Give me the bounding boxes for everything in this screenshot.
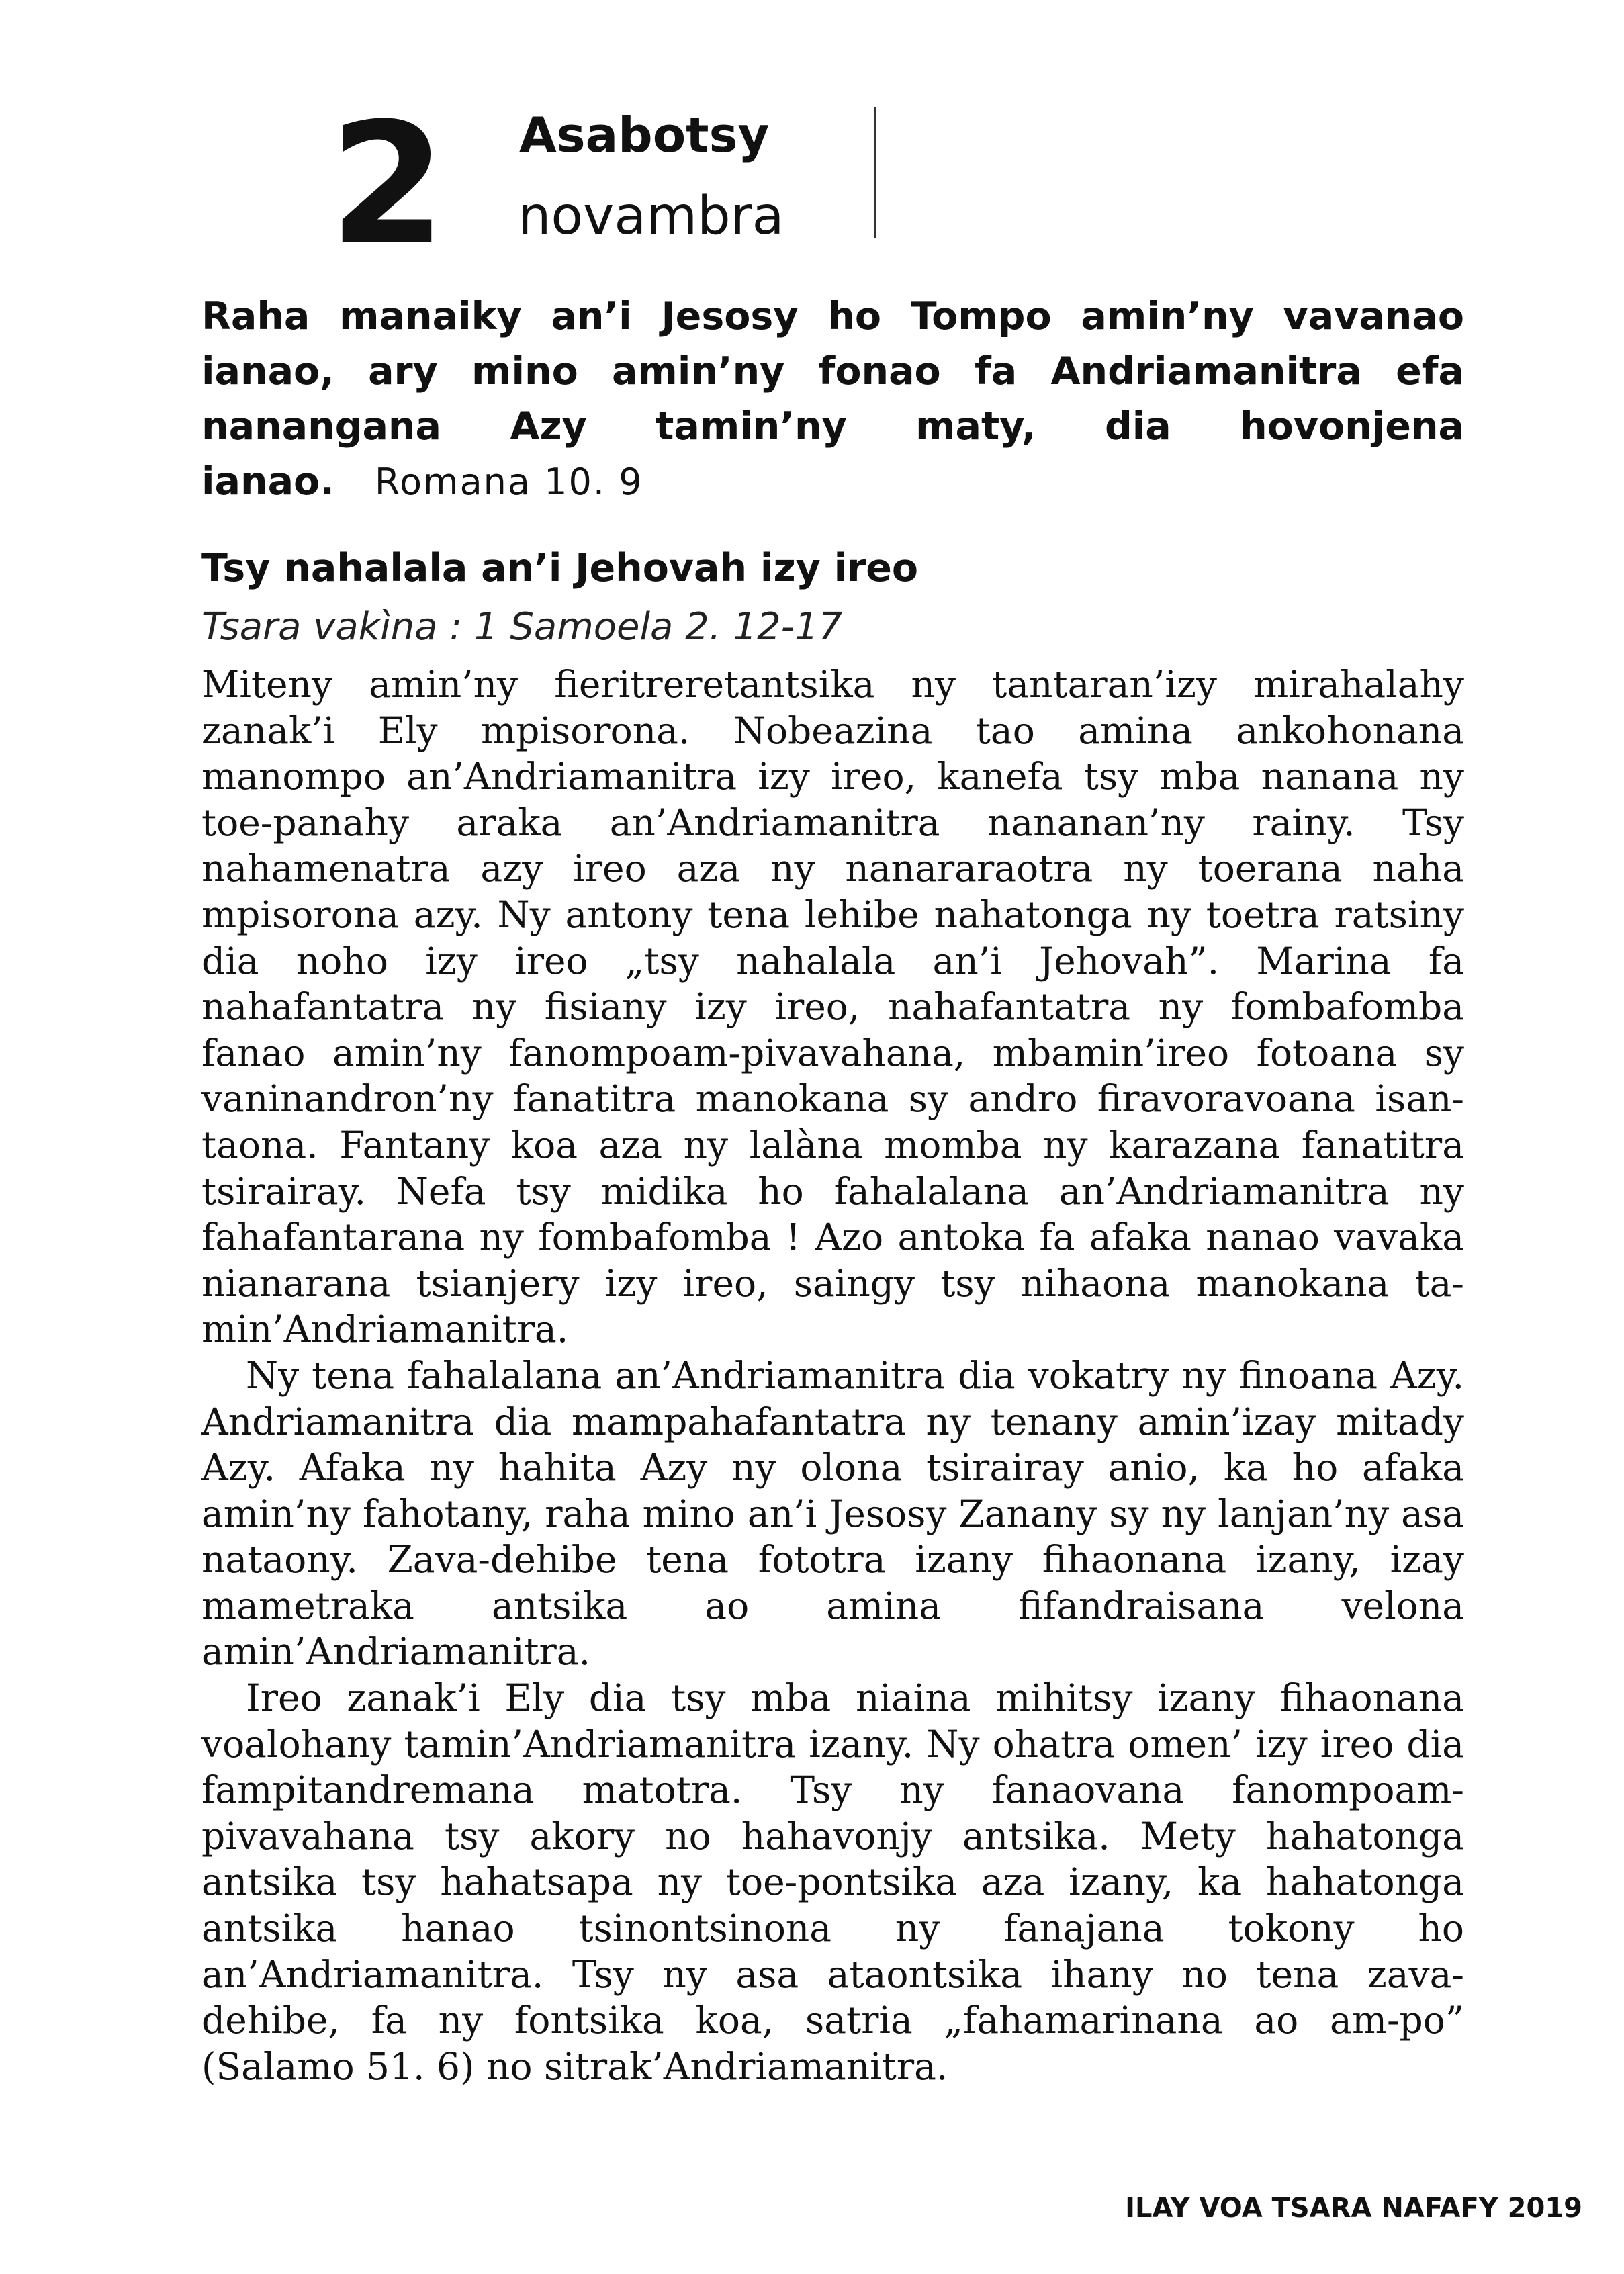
devotion-title: Tsy nahalala an’i Jehovah izy ireo bbox=[201, 546, 919, 590]
body-paragraph: Ny tena fahalalana an’Andriamanitra dia vokatry ny finoana Azy. Andriamanitra dia mampahafantatra ny tenany amin’izay mitady Azy. Afaka ny hahita Azy ny olona tsirairay anio, ka ho afaka amin’ny fahotany, raha mino an’i Jesosy Zanany sy ny lanjan’ny asa nataony. Zava-dehibe tena fototra izany fihaonana izany, izay mametraka antsika ao amina fifandraisana velona amin’Andriamanitra. bbox=[201, 1353, 1464, 1674]
devotion-body bbox=[201, 662, 1464, 2089]
month-label: novambra bbox=[518, 186, 784, 246]
key-verse-reference: Romana 10. 9 bbox=[374, 461, 643, 503]
vertical-divider bbox=[874, 107, 876, 238]
key-verse bbox=[201, 289, 1464, 510]
publication-footer: ILAY VOA TSARA NAFAFY 2019 bbox=[1125, 2193, 1582, 2224]
date-header bbox=[0, 0, 1624, 282]
key-verse-text: Raha manaiky an’i Jesosy ho Tompo amin’ny vavanao ianao, ary mino amin’ny fonao fa Andriamanitra efa nanangana Azy tamin’ny maty, dia hovonjena ianao. bbox=[201, 294, 1464, 504]
weekday-label: Asabotsy bbox=[519, 107, 770, 163]
body-paragraph: Ireo zanak’i Ely dia tsy mba niaina mihitsy izany fihaonana voalohany tamin’Andriamanitra izany. Ny ohatra omen’ izy ireo dia fampitandremana matotra. Tsy ny fanaovana fanompoam-pivavahana tsy akory no hahavonjy antsika. Mety hahatonga antsika tsy hahatsapa ny toe-pontsika aza izany, ka hahatonga antsika hanao tsinontsinona ny fanajana tokony ho an’Andriamanitra. Tsy ny asa ataontsika ihany no tena zava-dehibe, fa ny fontsika koa, satria „fahamarinana ao am-po” (Salamo 51. 6) no sitrak’Andriamanitra. bbox=[201, 1676, 1464, 2088]
reading-reference: Tsara vakìna : 1 Samoela 2. 12-17 bbox=[201, 605, 843, 649]
body-paragraph: Miteny amin’ny fieritreretantsika ny tantaran’izy mirahalahy zanak’i Ely mpisorona. Nobeazina tao amina ankohonana manompo an’Andriamanitra izy ireo, kanefa tsy mba nanana ny toe-panahy araka an’Andriamanitra nananan’ny rainy. Tsy nahamenatra azy ireo aza ny nanararaotra ny toerana naha mpisorona azy. Ny antony tena lehibe nahatonga ny toetra ratsiny dia noho izy ireo „tsy nahalala an’i Jehovah”. Marina fa nahafantatra ny fisiany izy ireo, nahafantatra ny fombafomba fanao amin’ny fanompoam-pivavahana, mbamin’ireo fotoana sy vaninandron’ny fanatitra manokana sy andro firavoravoana isan-taona. Fantany koa aza ny lalàna momba ny karazana fanatitra tsirairay. Nefa tsy midika ho fahalalana an’Andriamanitra ny fahafantarana ny fombafomba ! Azo antoka fa afaka nanao vavaka nianarana tsianjery izy ireo, saingy tsy nihaona manokana tamin’Andriamanitra. bbox=[201, 663, 1464, 1351]
day-number: 2 bbox=[329, 87, 442, 282]
